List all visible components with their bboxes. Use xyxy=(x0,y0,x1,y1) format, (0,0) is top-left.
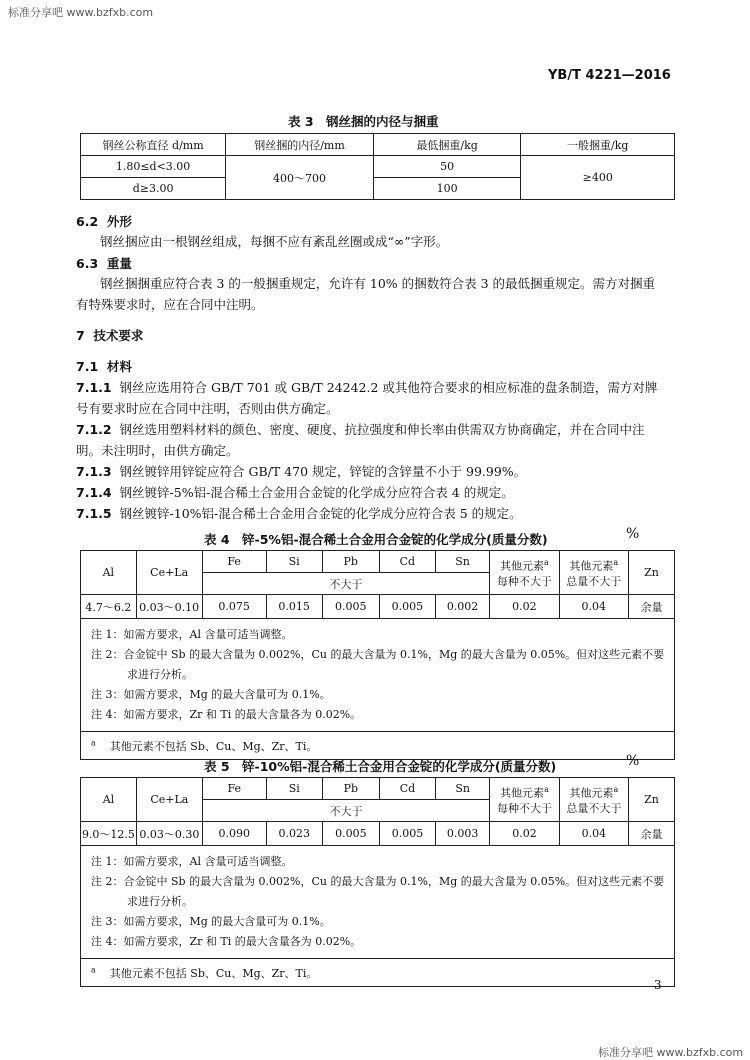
section-title: 重量 xyxy=(106,256,132,271)
table4-cell: 4.7～6.2 xyxy=(81,595,137,619)
col-header-other-each xyxy=(490,778,559,822)
table5-cell: 0.02 xyxy=(490,822,559,846)
col-header-cela: Ce+La xyxy=(136,551,202,595)
table3-cell: 100 xyxy=(373,178,521,200)
section-number: 6.3 xyxy=(76,256,99,271)
col-header-sn: Sn xyxy=(436,778,490,800)
table3-header: 钢丝公称直径 d/mm xyxy=(81,134,226,156)
clause-number: 7.1.5 xyxy=(76,506,112,521)
col-header-other-total xyxy=(559,551,628,595)
col-header-al: Al xyxy=(81,551,137,595)
table5-unit: % xyxy=(626,753,640,769)
table3-header: 最低捆重/kg xyxy=(373,134,521,156)
section-6-2 xyxy=(76,212,132,230)
table3-cell: 1.80≤d<3.00 xyxy=(81,156,226,178)
col-header-si: Si xyxy=(266,551,322,573)
clause-number: 7.1.4 xyxy=(76,485,112,500)
table5-cell: 9.0～12.5 xyxy=(81,822,137,846)
footnote-mark: a xyxy=(91,964,96,974)
note: 注 3：如需方要求，Mg 的最大含量可为 0.1%。 xyxy=(91,915,331,928)
col-header-cd: Cd xyxy=(379,551,435,573)
footnote-mark: a xyxy=(543,557,549,567)
table5-cell: 0.04 xyxy=(559,822,628,846)
section-7-1 xyxy=(76,357,132,375)
note: 求进行分析。 xyxy=(127,668,193,681)
table5-cell: 0.005 xyxy=(379,822,435,846)
table3-header: 一般捆重/kg xyxy=(521,134,675,156)
table4-cell: 0.002 xyxy=(435,595,489,619)
watermark-bottom: 标准分享吧 www.bzfxb.com xyxy=(598,1046,744,1059)
col-header-cela: Ce+La xyxy=(136,778,202,822)
table5-cell: 0.005 xyxy=(322,822,379,846)
table5-cell: 0.090 xyxy=(202,822,266,846)
section-number: 6.2 xyxy=(76,214,99,229)
table5 xyxy=(80,777,675,987)
header-text: 其他元素 xyxy=(499,559,544,573)
col-header-fe: Fe xyxy=(202,778,266,800)
table4-cell: 0.005 xyxy=(379,595,435,619)
table4-cell: 0.005 xyxy=(322,595,379,619)
section-6-3 xyxy=(76,254,132,272)
footnote-text: 其他元素不包括 Sb、Cu、Mg、Zr、Ti。 xyxy=(109,739,318,753)
paragraph-7-1-1 xyxy=(76,377,657,398)
table4 xyxy=(80,550,675,760)
header-text: 总量不大于 xyxy=(566,575,622,589)
section-title: 材料 xyxy=(106,359,132,374)
col-header-pb: Pb xyxy=(322,778,379,800)
col-header-other-total xyxy=(559,778,628,822)
table4-cell: 0.075 xyxy=(202,595,266,619)
paragraph-7-1-3 xyxy=(76,461,526,482)
section-title: 技术要求 xyxy=(93,328,144,343)
note: 注 4：如需方要求，Zr 和 Ti 的最大含量各为 0.02%。 xyxy=(91,708,362,721)
clause-number: 7.1.3 xyxy=(76,464,112,479)
table3-cell: 50 xyxy=(373,156,521,178)
col-header-cd: Cd xyxy=(379,778,435,800)
col-header-other-each xyxy=(490,551,559,595)
header-text: 其他元素 xyxy=(500,786,545,800)
watermark-top: 标准分享吧 www.bzfxb.com xyxy=(8,6,154,19)
col-header-si: Si xyxy=(266,778,322,800)
table3-caption: 表 3 钢丝捆的内径与捆重 xyxy=(288,114,439,129)
table5-cell: 0.003 xyxy=(436,822,490,846)
clause-text: 钢丝镀锌-10%铝-混合稀土合金用合金锭的化学成分应符合表 5 的规定。 xyxy=(119,506,522,521)
note: 注 1：如需方要求，Al 含量可适当调整。 xyxy=(91,628,293,641)
max-note: 不大于 xyxy=(202,573,489,595)
table3-cell: ≥400 xyxy=(521,156,675,200)
table4-caption: 表 4 锌-5%铝-混合稀土合金用合金锭的化学成分(质量分数) xyxy=(204,532,548,547)
table5-footnote xyxy=(81,959,675,987)
table5-cell: 0.023 xyxy=(266,822,322,846)
paragraph: 号有要求时应在合同中注明，否则由供方确定。 xyxy=(76,401,339,416)
col-header-zn: Zn xyxy=(629,778,675,822)
note: 求进行分析。 xyxy=(127,895,193,908)
paragraph-7-1-4 xyxy=(76,482,514,503)
table4-notes xyxy=(81,619,675,732)
table3-header: 钢丝捆的内径/mm xyxy=(226,134,374,156)
header-text: 每种不大于 xyxy=(496,802,552,816)
col-header-fe: Fe xyxy=(202,551,266,573)
section-number: 7 xyxy=(76,328,85,343)
footnote-mark: a xyxy=(613,784,619,794)
note: 注 3：如需方要求，Mg 的最大含量可为 0.1%。 xyxy=(91,688,331,701)
note: 注 2：合金锭中 Sb 的最大含量为 0.002%，Cu 的最大含量为 0.1%，Mg 的最大含量为 0.05%。但对这些元素不要 xyxy=(91,648,665,661)
clause-text: 钢丝应选用符合 GB/T 701 或 GB/T 24242.2 或其他符合要求的相应标准的盘条制造，需方对牌 xyxy=(119,380,658,395)
table4-cell: 0.03～0.10 xyxy=(136,595,202,619)
col-header-zn: Zn xyxy=(629,551,675,595)
note: 注 2：合金锭中 Sb 的最大含量为 0.002%，Cu 的最大含量为 0.1%，Mg 的最大含量为 0.05%。但对这些元素不要 xyxy=(91,875,665,888)
col-header-al: Al xyxy=(81,778,137,822)
table5-notes xyxy=(81,846,675,959)
clause-number: 7.1.1 xyxy=(76,380,112,395)
table3-cell: d≥3.00 xyxy=(81,178,226,200)
paragraph: 有特殊要求时，应在合同中注明。 xyxy=(76,297,264,312)
table4-cell: 0.04 xyxy=(559,595,628,619)
table5-caption: 表 5 锌-10%铝-混合稀土合金用合金锭的化学成分(质量分数) xyxy=(204,759,557,774)
header-text: 其他元素 xyxy=(569,559,614,573)
table3 xyxy=(80,133,675,200)
table4-footnote xyxy=(81,732,675,760)
clause-text: 钢丝选用塑料材料的颜色、密度、硬度、抗拉强度和伸长率由供需双方协商确定，并在合同中注 xyxy=(119,422,645,437)
standard-number: YB/T 4221—2016 xyxy=(548,68,671,83)
col-header-sn: Sn xyxy=(435,551,489,573)
table4-cell: 0.015 xyxy=(266,595,322,619)
clause-text: 钢丝镀锌-5%铝-混合稀土合金用合金锭的化学成分应符合表 4 的规定。 xyxy=(119,485,514,500)
note: 注 4：如需方要求，Zr 和 Ti 的最大含量各为 0.02%。 xyxy=(91,935,362,948)
table4-cell: 0.02 xyxy=(490,595,559,619)
table4-unit: % xyxy=(626,526,640,542)
col-header-pb: Pb xyxy=(322,551,379,573)
section-number: 7.1 xyxy=(76,359,99,374)
footnote-mark: a xyxy=(91,737,96,747)
paragraph: 钢丝捆应由一根钢丝组成，每捆不应有紊乱丝圈或成“∞”字形。 xyxy=(100,234,449,249)
table5-cell: 余量 xyxy=(629,822,675,846)
header-text: 其他元素 xyxy=(569,786,614,800)
paragraph: 明。未注明时，由供方确定。 xyxy=(76,443,239,458)
table5-cell: 0.03～0.30 xyxy=(136,822,202,846)
table3-cell: 400～700 xyxy=(226,156,374,200)
footnote-mark: a xyxy=(613,557,619,567)
note: 注 1：如需方要求，Al 含量可适当调整。 xyxy=(91,855,293,868)
page-number: 3 xyxy=(654,978,662,992)
section-title: 外形 xyxy=(106,214,132,229)
footnote-mark: a xyxy=(544,784,549,794)
section-7 xyxy=(76,326,143,344)
max-note: 不大于 xyxy=(202,800,489,822)
paragraph-7-1-2 xyxy=(76,419,645,440)
paragraph: 钢丝捆捆重应符合表 3 的一般捆重规定，允许有 10% 的捆数符合表 3 的最低捆重规定。需方对捆重 xyxy=(100,276,656,291)
header-text: 每种不大于 xyxy=(496,575,552,589)
clause-number: 7.1.2 xyxy=(76,422,112,437)
clause-text: 钢丝镀锌用锌锭应符合 GB/T 470 规定，锌锭的含锌量不小于 99.99%。 xyxy=(119,464,527,479)
footnote-text: 其他元素不包括 Sb、Cu、Mg、Zr、Ti。 xyxy=(109,966,318,980)
header-text: 总量不大于 xyxy=(566,802,622,816)
table4-cell: 余量 xyxy=(629,595,675,619)
paragraph-7-1-5 xyxy=(76,503,522,524)
